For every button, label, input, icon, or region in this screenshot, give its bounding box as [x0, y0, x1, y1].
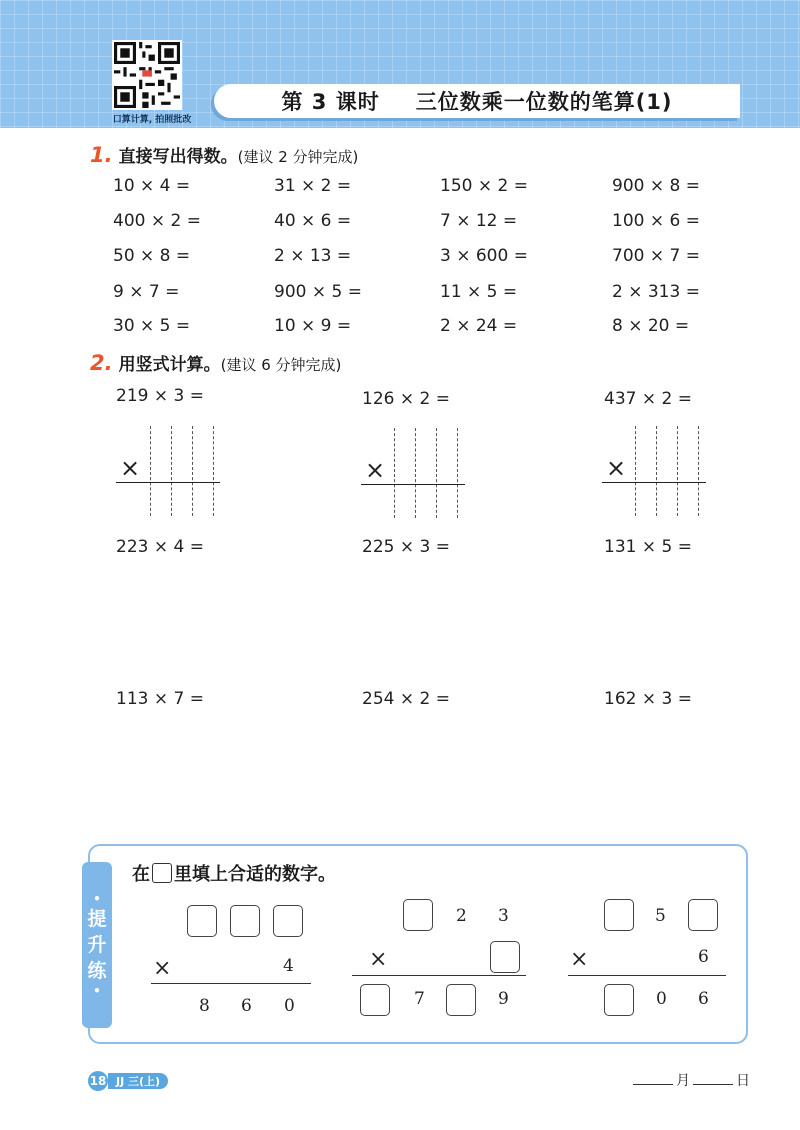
digit: 0: [656, 989, 667, 1009]
month-blank[interactable]: [633, 1084, 673, 1085]
oral-problem: 150 × 2 =: [440, 176, 528, 196]
enrichment-prompt: 在 里填上合适的数字。: [132, 864, 336, 885]
digit: 6: [241, 996, 252, 1016]
page-number: 18: [88, 1071, 108, 1091]
answer-box[interactable]: [360, 984, 390, 1016]
written-problem: 225 × 3 =: [362, 537, 450, 557]
oral-problem: 40 × 6 =: [274, 211, 352, 231]
digit: 9: [498, 989, 509, 1009]
answer-box[interactable]: [490, 941, 520, 973]
oral-problem: 100 × 6 =: [612, 211, 700, 231]
answer-box[interactable]: [688, 899, 718, 931]
answer-box[interactable]: [403, 899, 433, 931]
written-problem: 131 × 5 =: [604, 537, 692, 557]
oral-problem: 400 × 2 =: [113, 211, 201, 231]
day-blank[interactable]: [693, 1084, 733, 1085]
answer-box[interactable]: [273, 905, 303, 937]
digit: 4: [283, 956, 294, 976]
answer-box[interactable]: [604, 899, 634, 931]
times-sign: ×: [570, 947, 589, 972]
written-problem: 437 × 2 =: [604, 389, 692, 409]
section-1-header: 1. 直接写出得数。(建议 2 分钟完成): [90, 143, 359, 167]
digit: 2: [456, 906, 467, 926]
written-problem: 223 × 4 =: [116, 537, 204, 557]
oral-problem: 11 × 5 =: [440, 282, 518, 302]
oral-problem: 10 × 4 =: [113, 176, 191, 196]
vertical-calc-frame[interactable]: ×: [116, 426, 228, 516]
oral-problem: 2 × 13 =: [274, 246, 352, 266]
result-line: [352, 975, 526, 976]
oral-problem: 9 × 7 =: [113, 282, 180, 302]
digit: 6: [698, 989, 709, 1009]
written-problem: 219 × 3 =: [116, 386, 204, 406]
oral-problem: 31 × 2 =: [274, 176, 352, 196]
answer-box[interactable]: [230, 905, 260, 937]
digit: 6: [698, 947, 709, 967]
written-problem: 162 × 3 =: [604, 689, 692, 709]
digit: 8: [199, 996, 210, 1016]
oral-problem: 900 × 5 =: [274, 282, 362, 302]
oral-problem: 3 × 600 =: [440, 246, 528, 266]
page-title: [214, 84, 740, 118]
section-2-header: 2. 用竖式计算。(建议 6 分钟完成): [90, 351, 342, 375]
oral-problem: 8 × 20 =: [612, 316, 690, 336]
digit: 0: [284, 996, 295, 1016]
digit: 7: [414, 989, 425, 1009]
oral-problem: 7 × 12 =: [440, 211, 518, 231]
oral-problem: 900 × 8 =: [612, 176, 700, 196]
oral-problem: 2 × 24 =: [440, 316, 518, 336]
oral-problem: 50 × 8 =: [113, 246, 191, 266]
oral-problem: 30 × 5 =: [113, 316, 191, 336]
result-line: [568, 975, 726, 976]
lesson-number: 第 3 课时: [281, 90, 380, 114]
written-problem: 126 × 2 =: [362, 389, 450, 409]
times-sign: ×: [153, 956, 172, 981]
written-problem: 254 × 2 =: [362, 689, 450, 709]
digit: 3: [498, 906, 509, 926]
book-label: JJ 三(上): [108, 1073, 168, 1089]
times-sign: ×: [369, 947, 388, 972]
oral-problem: 2 × 313 =: [612, 282, 700, 302]
vertical-calc-frame[interactable]: ×: [602, 426, 714, 516]
written-problem: 113 × 7 =: [116, 689, 204, 709]
lesson-title: 三位数乘一位数的笔算(1): [415, 90, 673, 114]
blank-box-icon: [152, 863, 172, 883]
answer-box[interactable]: [604, 984, 634, 1016]
digit: 5: [655, 906, 666, 926]
qr-code-icon[interactable]: [112, 40, 182, 110]
oral-problem: 700 × 7 =: [612, 246, 700, 266]
oral-problem: 10 × 9 =: [274, 316, 352, 336]
qr-caption: 口算计算, 拍照批改: [112, 115, 192, 125]
answer-box[interactable]: [446, 984, 476, 1016]
vertical-calc-frame[interactable]: ×: [361, 428, 473, 518]
result-line: [151, 983, 311, 984]
answer-box[interactable]: [187, 905, 217, 937]
date-field: 月 日: [630, 1070, 750, 1090]
enrichment-tab: • 提 升 练 •: [82, 862, 112, 1028]
